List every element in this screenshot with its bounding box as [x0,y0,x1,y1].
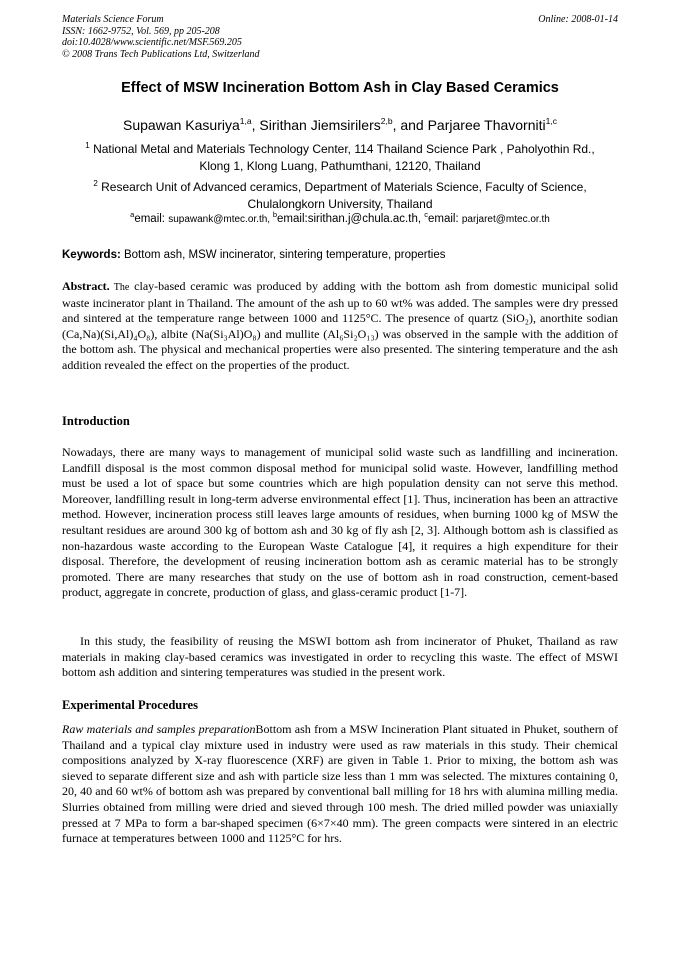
issn-line: ISSN: 1662-9752, Vol. 569, pp 205-208 [62,25,220,37]
affiliation-line: Chulalongkorn University, Thailand [247,197,433,211]
section-heading-experimental: Experimental Procedures [62,698,198,712]
author-affil-sup: 1,c [545,116,557,126]
email-label: email: [134,213,169,225]
subsection-heading: Raw materials and samples preparation [62,722,256,736]
email-sup: b [272,210,278,219]
abstract-label: Abstract. [62,279,110,293]
keywords-label: Keywords: [62,249,121,261]
affiliation-line: National Metal and Materials Technology Center, 114 Thailand Science Park , Paholyothin Rd., [93,142,595,156]
section-heading-introduction: Introduction [62,414,130,428]
author-name: Supawan Kasuriya [123,117,240,133]
abstract-text: clay-based ceramic was produced by adding with the bottom ash from domestic municipal solid waste incinerator plant in Thailand. The amount of the ash up to 60 wt% was added. The samples were dry pressed and sintered at the temperature range between 1000 and 1125°C. The presence of quartz (SiO₂), anorthite sodian (Ca,Na)(Si,Al)₄O₈), albite (Na(Si₃Al)O₈) and mullite (Al₆Si₂O₁₃) was observed in the sample with the addition of the bottom ash. The physical and mechanical properties were also presented. The sintering temperature and the ash addition revealed the effect on the properties of the product. [62,279,618,372]
paper-title: Effect of MSW Incineration Bottom Ash in Clay Based Ceramics [121,80,559,96]
email-label: email: [277,213,308,225]
introduction-paragraph-2: In this study, the feasibility of reusing the MSWI bottom ash from incinerator of Phuket, Thailand as raw materials in making clay-based ceramics was investigated in order to recycling this waste. The effect of MSWI bottom ash addition and sintering temperatures was studied in the present work. [62,634,618,680]
keywords-text: Bottom ash, MSW incinerator, sintering temperature, properties [120,249,446,261]
introduction-paragraph-1: Nowadays, there are many ways to management of municipal solid waste such as landfilling and incineration. Landfill disposal is the most common disposal method for municipal solid waste. However, landfilling method must be used a lot of space but some countries which are high population density can not serve this method. Moreover, landfilling result in long-term adverse environmental effect [1]. Thus, incineration has been an attractive method. However, incineration process still leaves large amounts of residues, when burning 1000 kg of MSW the resultant residues are around 300 kg of bottom ash and 30 kg of fly ash [2, 3]. Although bottom ash is classified as non-hazardous waste according to the European Waste Catalogue [4], it requires a high expenditure for their disposal. Therefore, the development of reusing incineration bottom ash as ceramic material has to be strongly promoted. There are many researches that study on the use of bottom ash in road construction, cement-based product, aggregate in concrete, production of glass, and glass-ceramic product [1-7]. [62,445,618,600]
journal-header [62,14,618,60]
abstract-first-word: The [109,282,130,293]
affiliation-number: 1 [85,141,90,150]
affiliation-line: Research Unit of Advanced ceramics, Department of Materials Science, Faculty of Science, [101,180,587,194]
email-address[interactable]: supawank@mtec.or.th, [168,214,273,225]
copyright-line: © 2008 Trans Tech Publications Ltd, Switzerland [62,48,260,60]
author-affil-sup: 2,b [380,116,393,126]
email-sup: c [424,210,428,219]
author-emails [62,210,618,225]
author-name: Parjaree Thavorniti [427,117,546,133]
author-name: Sirithan Jiemsirilers [259,117,381,133]
online-date: Online: 2008-01-14 [538,14,618,25]
doi-line[interactable]: doi:10.4028/www.scientific.net/MSF.569.205 [62,37,242,48]
affiliation-1 [62,141,618,175]
author-affil-sup: 1,a [239,116,252,126]
journal-name: Materials Science Forum [62,14,164,25]
author-list [62,117,618,133]
email-sup: a [130,210,135,219]
experimental-paragraph-1 [62,722,618,847]
email-address[interactable]: parjaret@mtec.or.th [461,214,550,225]
email-label: email: [427,213,462,225]
affiliation-line: Klong 1, Klong Luang, Pathumthani, 12120, Thailand [199,159,481,173]
abstract [62,279,618,374]
affiliation-2 [62,179,618,213]
email-address[interactable]: sirithan.j@chula.ac.th, [307,213,425,225]
author-separator: , and [392,117,428,133]
affiliation-number: 2 [93,179,98,188]
experimental-text: Bottom ash from a MSW Incineration Plant situated in Phuket, southern of Thailand and a typical clay mixture used in industry were used as raw materials in this study. Their chemical compositions analyzed by X-ray fluorescence (XRF) are given in Table 1. Prior to mixing, the bottom ash was sieved to separate different size and ash with particle size less than 1 mm was selected. The mixtures containing 0, 20, 40 and 60 wt% of bottom ash was prepared by conventional ball milling for 18 hrs with alumina milling media. Slurries obtained from milling were dried and sieved through 100 mesh. The dried milled powder was uniaxially pressed at 7 MPa to form a bar-shaped specimen (6×7×40 mm). The green compacts were sintered in an electric furnace at temperatures between 1000 and 1125°C for hrs. [62,722,618,846]
keywords [62,249,618,261]
author-separator: , [251,117,260,133]
